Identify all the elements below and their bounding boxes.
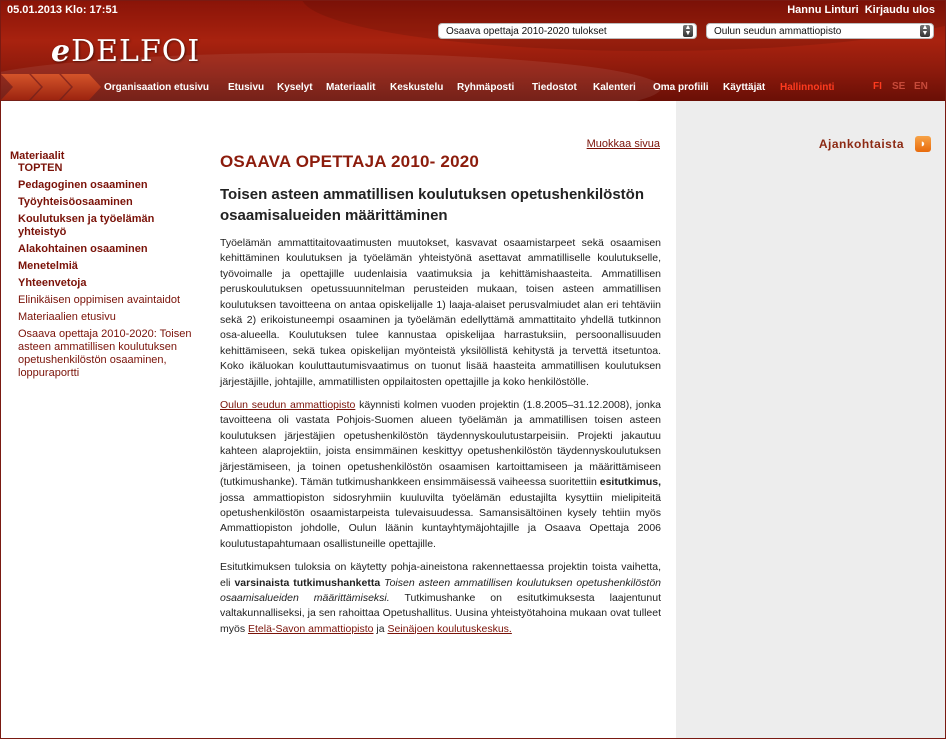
nav-materials[interactable]: Materiaalit xyxy=(326,82,376,93)
select-arrows-icon: ▲ ▼ xyxy=(921,24,929,37)
nav-group-mail[interactable]: Ryhmäposti xyxy=(457,82,515,93)
sidebar-item-workplace-community[interactable]: Työyhteisöosaaminen xyxy=(18,196,133,208)
edit-page-link[interactable]: Muokkaa sivua xyxy=(586,138,660,150)
edelfoi-logo[interactable]: eDELFOI xyxy=(51,34,201,69)
lang-fi[interactable]: FI xyxy=(873,81,882,92)
header xyxy=(1,1,945,101)
sidebar xyxy=(10,150,200,384)
date-time: 05.01.2013 Klo: 17:51 xyxy=(7,4,118,16)
etela-savo-college-link[interactable]: Etelä-Savon ammattiopisto xyxy=(248,622,374,635)
oulu-vocational-college-link[interactable]: Oulun seudun ammattiopisto xyxy=(220,399,356,412)
nav-home[interactable]: Etusivu xyxy=(228,82,265,93)
main-nav xyxy=(1,74,945,100)
user-links xyxy=(787,4,935,16)
page-subtitle: Toisen asteen ammatillisen koulutuksen opetushenkilöstön osaamisalueiden määrittäminen xyxy=(220,186,644,224)
select-arrows-icon: ▲ ▼ xyxy=(684,24,692,37)
nav-profile[interactable]: Oma profiili xyxy=(653,82,709,93)
survey-select[interactable] xyxy=(438,23,697,39)
nav-users[interactable]: Käyttäjät xyxy=(723,82,766,93)
sidebar-item-key-skills[interactable]: Elinikäisen oppimisen avaintaidot xyxy=(18,294,181,306)
sidebar-item-final-report[interactable]: Osaava opettaja 2010-2020: Toisen asteen ammatillisen koulutuksen opetushenkilöstön osaaminen, loppuraportti xyxy=(18,328,192,379)
logout-link[interactable]: Kirjaudu ulos xyxy=(864,4,935,16)
sidebar-item-field-specific[interactable]: Alakohtainen osaaminen xyxy=(18,243,148,255)
page-title: OSAAVA OPETTAJA 2010- 2020 xyxy=(220,152,480,171)
sidebar-item-materials-home[interactable]: Materiaalien etusivu xyxy=(18,311,116,323)
lang-se[interactable]: SE xyxy=(892,81,906,92)
news-heading[interactable]: Ajankohtaista xyxy=(818,137,904,151)
paragraph-research: Esitutkimuksen tuloksia on käytetty pohja-aineistona rakennettaessa projektin toista vaihetta, eli varsinaista tutkimushanketta Toisen asteen ammatillisen koulutuksen opetushenkilöstön osaamisalueiden määrittämiseksi. Tutkimushanke on esitutkimuksesta laajentunut valtakunnalliseksi, ja sen rahoittaa Opetushallitus. Uusina yhteistyötahoina mukaan ovat tulleet myös Etelä-Savon ammattiopisto ja Seinäjoen koulutuskeskus. xyxy=(220,561,662,635)
rss-icon[interactable]: ◗ xyxy=(915,136,931,152)
nav-calendar[interactable]: Kalenteri xyxy=(593,82,636,93)
sidebar-item-topten[interactable]: TOPTEN xyxy=(18,162,63,174)
seinajoki-education-center-link[interactable]: Seinäjoen koulutuskeskus. xyxy=(387,622,512,635)
paragraph-intro: Työelämän ammattitaitovaatimusten muutokset, kasvavat osaamistarpeet sekä osaamisen kehittäminen koulutuksen ja työelämän yhteistyönä asettavat ammatilliselle koulutukselle, työvoimalle ja opettajille uudenlaisia vaatimuksia ja kehittämishaasteita. Ammatillisen peruskoulutuksen opetussuunnitelman perusteiden mukaan, toisen asteen ammatillisen koulutuksen tavoitteena on antaa opiskelijalle 1) laaja-alaiset perusvalmiudet alan eri tehtäviin sekä 2) erikoistuneempi osaaminen ja työelämän edellyttämä ammattitaito yhdellä tutkinnon osa-alueella. Koulutuksen tulee kannustaa opiskelijaa harrastuksiin, persoonallisuuden kehittämiseen, sekä tukea opiskelijan myönteistä yksilöllistä kehitystä ja tervettä itsetuntoa. Koko ikäluokan kouluttautumisvaatimus on tuonut lisää haasteita ammatillisen koulutuksen järjestäjille, johtajille, ammatillisten oppilaitosten opettajille ja koko henkilöstölle. xyxy=(220,237,661,388)
nav-surveys[interactable]: Kyselyt xyxy=(277,82,313,93)
survey-select-value: Osaava opettaja 2010-2020 tulokset xyxy=(446,26,607,37)
lang-en[interactable]: EN xyxy=(914,81,928,92)
nav-administration[interactable]: Hallinnointi xyxy=(780,82,835,93)
right-column xyxy=(676,101,945,739)
main-content xyxy=(220,152,661,645)
sidebar-item-pedagogical[interactable]: Pedagoginen osaaminen xyxy=(18,179,148,191)
sidebar-item-methods[interactable]: Menetelmiä xyxy=(18,260,78,272)
organization-select-value: Oulun seudun ammattiopisto xyxy=(714,26,842,37)
nav-files[interactable]: Tiedostot xyxy=(532,82,577,93)
sidebar-item-summaries[interactable]: Yhteenvetoja xyxy=(18,277,87,289)
user-name-link[interactable]: Hannu Linturi xyxy=(787,4,859,16)
organization-select[interactable] xyxy=(706,23,934,39)
paragraph-project: Oulun seudun ammattiopisto käynnisti kolmen vuoden projektin (1.8.2005–31.12.2008), jonka tavoitteena oli vastata Pohjois-Suomen alueen työelämän ja ammatillisen toisen asteen koulutuksen järjestäjien opetushenkilöstön täydennyskoulutustarpeisiin. Projekti jakautuu kahteen alaprojektiin, joista ensimmäinen keskittyy opetushenkilöstön täydennyskoulutuksen järjestämiseen, ja toinen opetushenkilöstön osaamisen kartoittamiseen ja määrittämiseen (tutkimushanke). Tämän tutkimushankkeen ensimmäisessä vaiheessa suoritettiin esitutkimus, jossa ammattiopiston sidosryhmiin kuuluvilta työelämän edustajilta kysyttiin mielipiteitä opetushenkilöstön osaamistarpeista tulevaisuudessa. Samansisältöinen kysely tehtiin myös Ammattiopiston johdolle, Oulun läänin kuntayhtymäjohtajille ja Osaava Opettaja 2006 koulutustapahtumaan osallistuneille opettajille. xyxy=(220,399,662,550)
sidebar-heading: Materiaalit xyxy=(10,150,65,162)
sidebar-item-working-life[interactable]: Koulutuksen ja työelämän yhteistyö xyxy=(18,213,155,238)
nav-discussion[interactable]: Keskustelu xyxy=(390,82,444,93)
nav-organisation-home[interactable]: Organisaation etusivu xyxy=(104,82,210,93)
